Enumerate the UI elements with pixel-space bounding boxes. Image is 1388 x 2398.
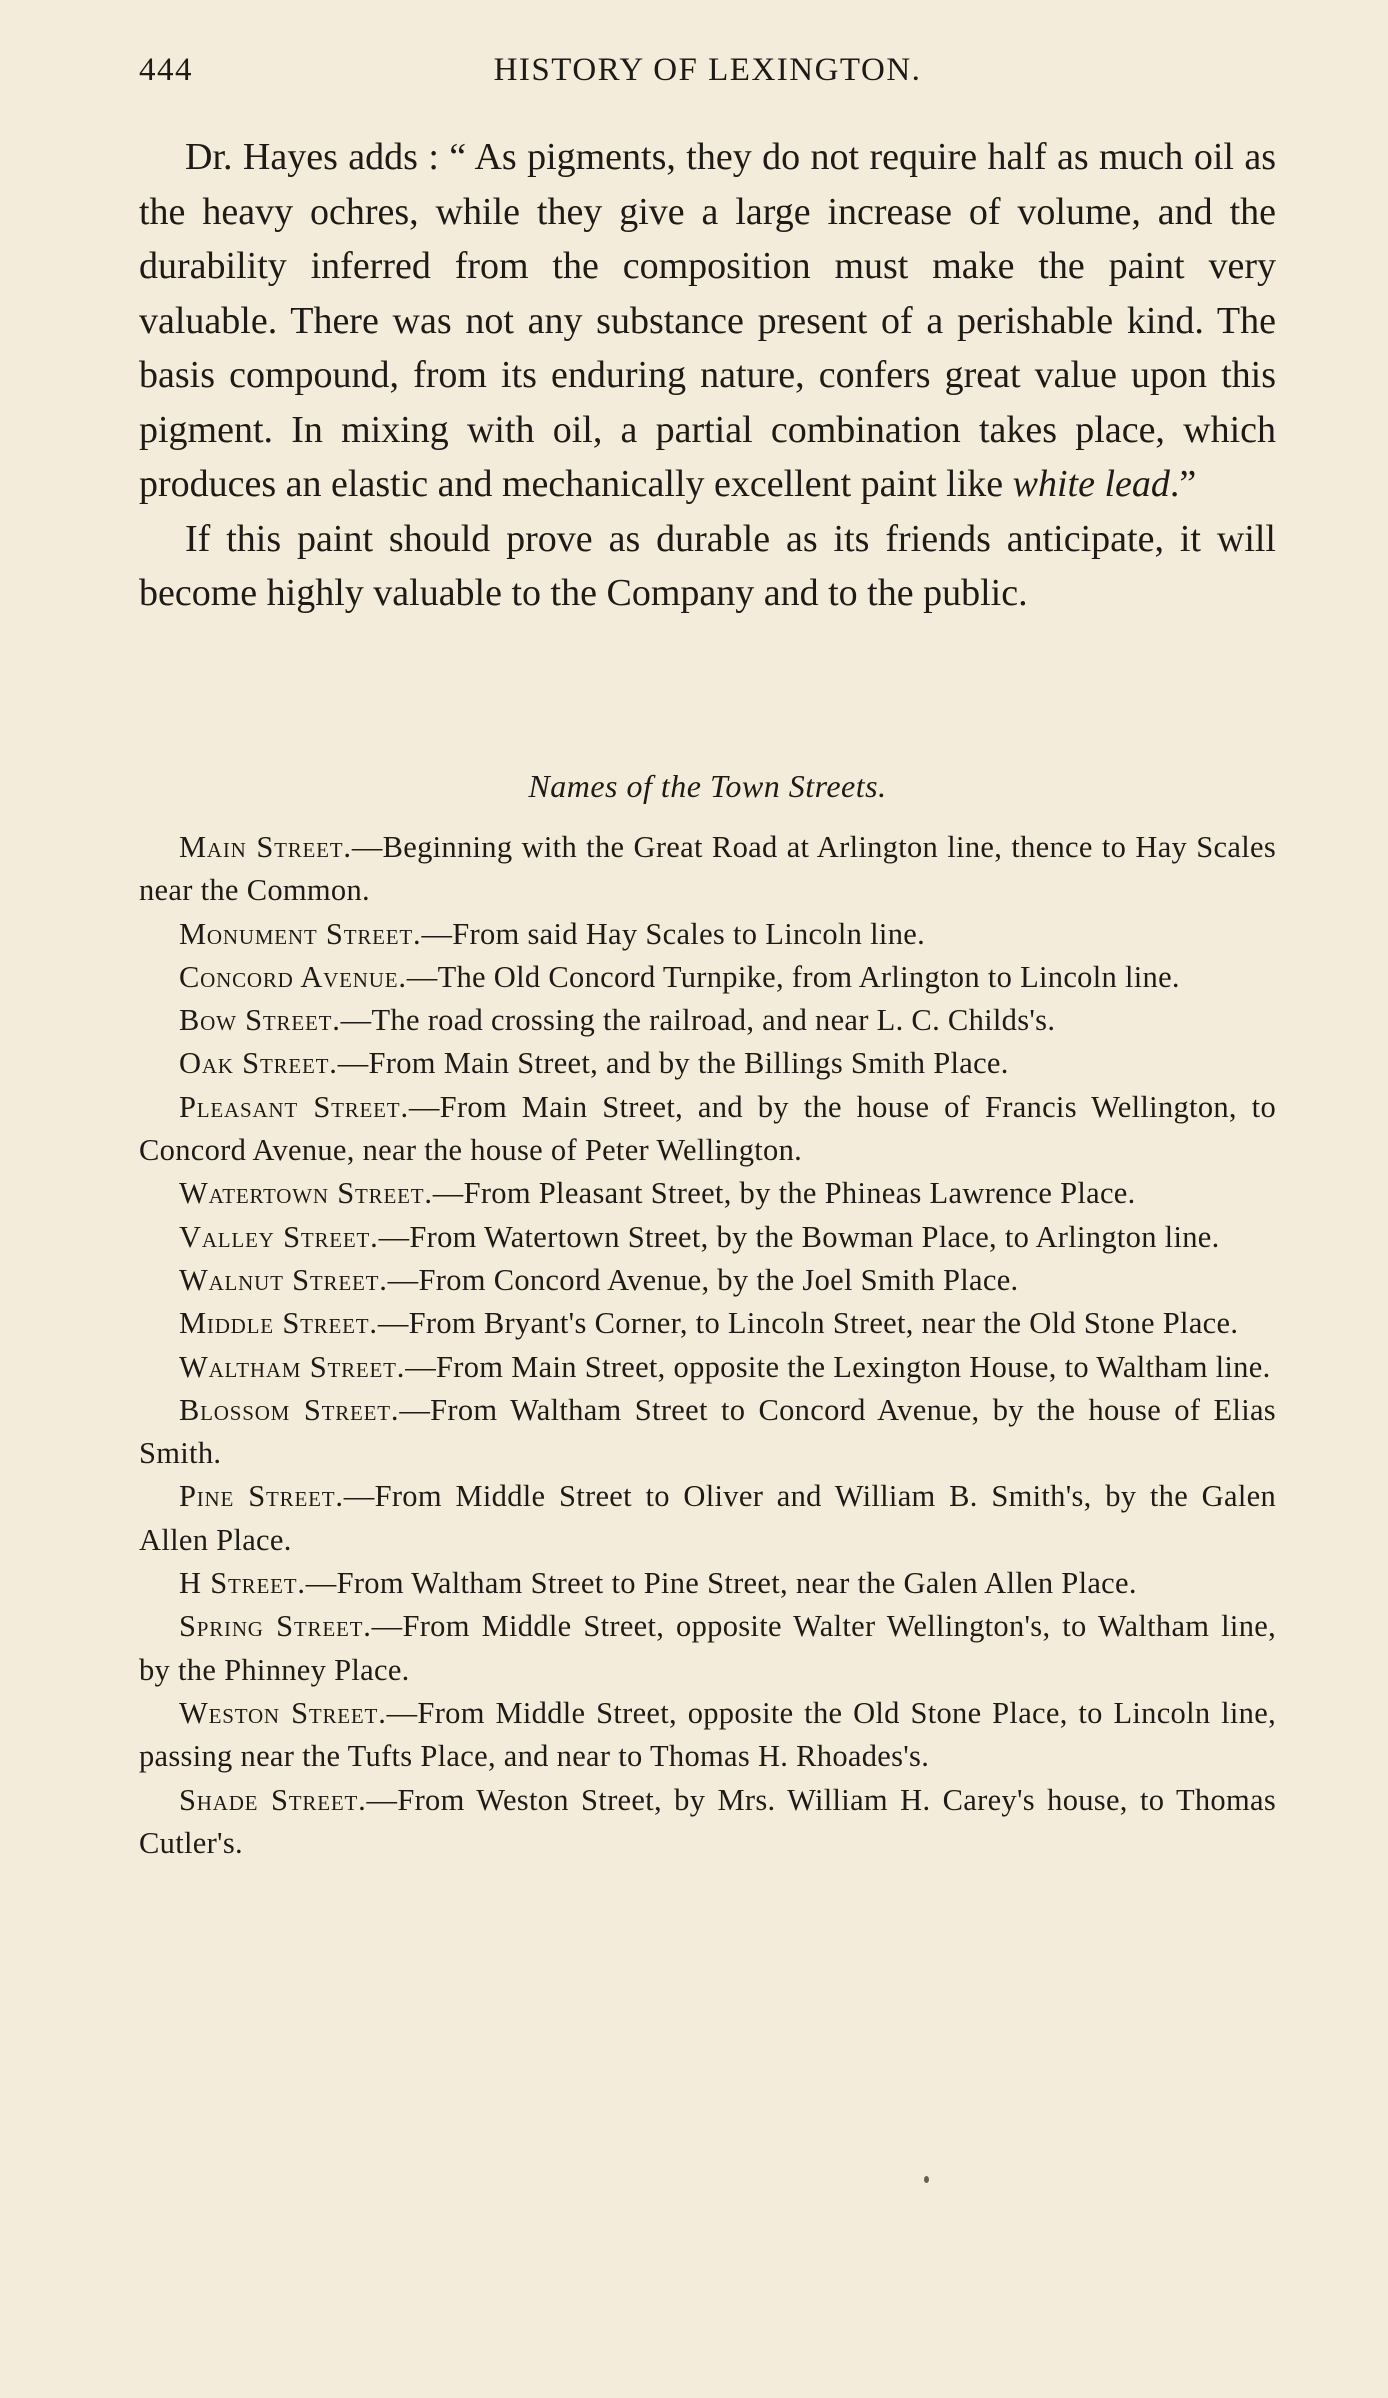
street-description: —From Main Street, opposite the Lexington House, to Waltham line. <box>405 1349 1271 1384</box>
street-description: —The Old Concord Turnpike, from Arlington to Lincoln line. <box>406 959 1180 994</box>
street-name: Shade Street. <box>179 1782 367 1817</box>
running-title: HISTORY OF LEXINGTON. <box>493 52 922 88</box>
street-description: —From Main Street, and by the Billings Smith Place. <box>337 1046 1009 1081</box>
street-name: Concord Avenue. <box>179 959 407 994</box>
street-name: H Street. <box>179 1566 306 1601</box>
street-name: Weston Street. <box>179 1695 387 1730</box>
street-description: —From Middle Street, opposite Walter Wellington's, to Waltham line, by the Phinney Place. <box>139 1609 1277 1687</box>
street-entry-main <box>139 826 1276 913</box>
paragraph-quote-text: Dr. Hayes adds : “ As pigments, they do not require half as much oil as the heavy ochres, while they give a large increase of volume, and the durability inferred from the composition must make the paint very valuable. There was not any substance present of a perishable kind. The basis compound, from its enduring nature, confers great value upon this pigment. In mixing with oil, a partial combination takes place, which produces an elastic and mechanically excellent paint like <box>139 136 1276 505</box>
street-name: Middle Street. <box>179 1306 378 1341</box>
street-description: —From said Hay Scales to Lincoln line. <box>421 916 926 951</box>
street-entry-pleasant <box>139 1086 1276 1173</box>
street-name: Oak Street. <box>179 1046 338 1081</box>
street-description: —The road crossing the railroad, and near L. C. Childs's. <box>340 1003 1056 1038</box>
street-entry-watertown <box>139 1172 1276 1215</box>
street-description: —From Pleasant Street, by the Phineas Lawrence Place. <box>432 1176 1136 1211</box>
street-entry-weston <box>139 1692 1276 1779</box>
street-name: Walnut Street. <box>179 1262 388 1297</box>
ink-speck <box>924 2176 929 2183</box>
street-description: —From Bryant's Corner, to Lincoln Street, near the Old Stone Place. <box>377 1306 1239 1341</box>
street-entry-monument <box>139 913 1276 956</box>
street-entry-oak <box>139 1042 1276 1085</box>
street-name: Monument Street. <box>179 916 422 951</box>
street-name: Pine Street. <box>179 1479 344 1514</box>
street-entry-shade <box>139 1779 1276 1866</box>
street-entry-blossom <box>139 1389 1276 1476</box>
street-name: Blossom Street. <box>179 1392 400 1427</box>
street-name: Waltham Street. <box>179 1349 406 1384</box>
street-name: Main Street. <box>179 830 352 864</box>
street-entry-spring <box>139 1605 1276 1692</box>
street-name: Valley Street. <box>179 1219 379 1254</box>
street-description: —From Weston Street, by Mrs. William H. Carey's house, to Thomas Cutler's. <box>139 1782 1277 1860</box>
street-description: —From Concord Avenue, by the Joel Smith Place. <box>387 1262 1019 1297</box>
street-name: Watertown Street. <box>179 1176 433 1211</box>
street-entry-pine <box>139 1475 1276 1562</box>
section-title: Names of the Town Streets. <box>528 768 887 804</box>
street-entry-valley <box>139 1216 1276 1259</box>
street-description: —From Main Street, and by the house of Francis Wellington, to Concord Avenue, near the house of Peter Wellington. <box>139 1089 1277 1168</box>
street-entry-concord <box>139 956 1276 999</box>
street-description: —Beginning with the Great Road at Arlington line, thence to Hay Scales near the Common. <box>139 830 1276 908</box>
street-description: —From Waltham Street to Pine Street, near the Galen Allen Place. <box>305 1566 1137 1601</box>
street-list <box>139 826 1276 1865</box>
street-entry-bow <box>139 999 1276 1042</box>
street-description: —From Middle Street, opposite the Old Stone Place, to Lincoln line, passing near the Tufts Place, and near to Thomas H. Rhoades's. <box>139 1695 1276 1774</box>
paragraph-quote <box>139 130 1276 512</box>
street-entry-walnut <box>139 1259 1276 1302</box>
street-description: —From Watertown Street, by the Bowman Place, to Arlington line. <box>378 1219 1220 1254</box>
street-entry-waltham <box>139 1346 1276 1389</box>
paragraph-quote-end: .” <box>1169 463 1197 505</box>
street-entry-h <box>139 1562 1276 1605</box>
street-name: Bow Street. <box>179 1003 341 1038</box>
body-text <box>139 130 1276 621</box>
street-description: —From Waltham Street to Concord Avenue, by the house of Elias Smith. <box>139 1392 1276 1471</box>
street-name: Pleasant Street. <box>179 1089 409 1124</box>
running-head <box>139 52 1276 102</box>
street-description: —From Middle Street to Oliver and William B. Smith's, by the Galen Allen Place. <box>139 1479 1276 1557</box>
emphasis-white-lead: white lead <box>1012 463 1170 505</box>
street-name: Spring Street. <box>179 1609 372 1644</box>
paragraph-durability: If this paint should prove as durable as its friends anticipate, it will become highly valuable to the Company and to the public. <box>139 517 1276 614</box>
street-entry-middle <box>139 1302 1276 1345</box>
page-number: 444 <box>139 52 193 88</box>
